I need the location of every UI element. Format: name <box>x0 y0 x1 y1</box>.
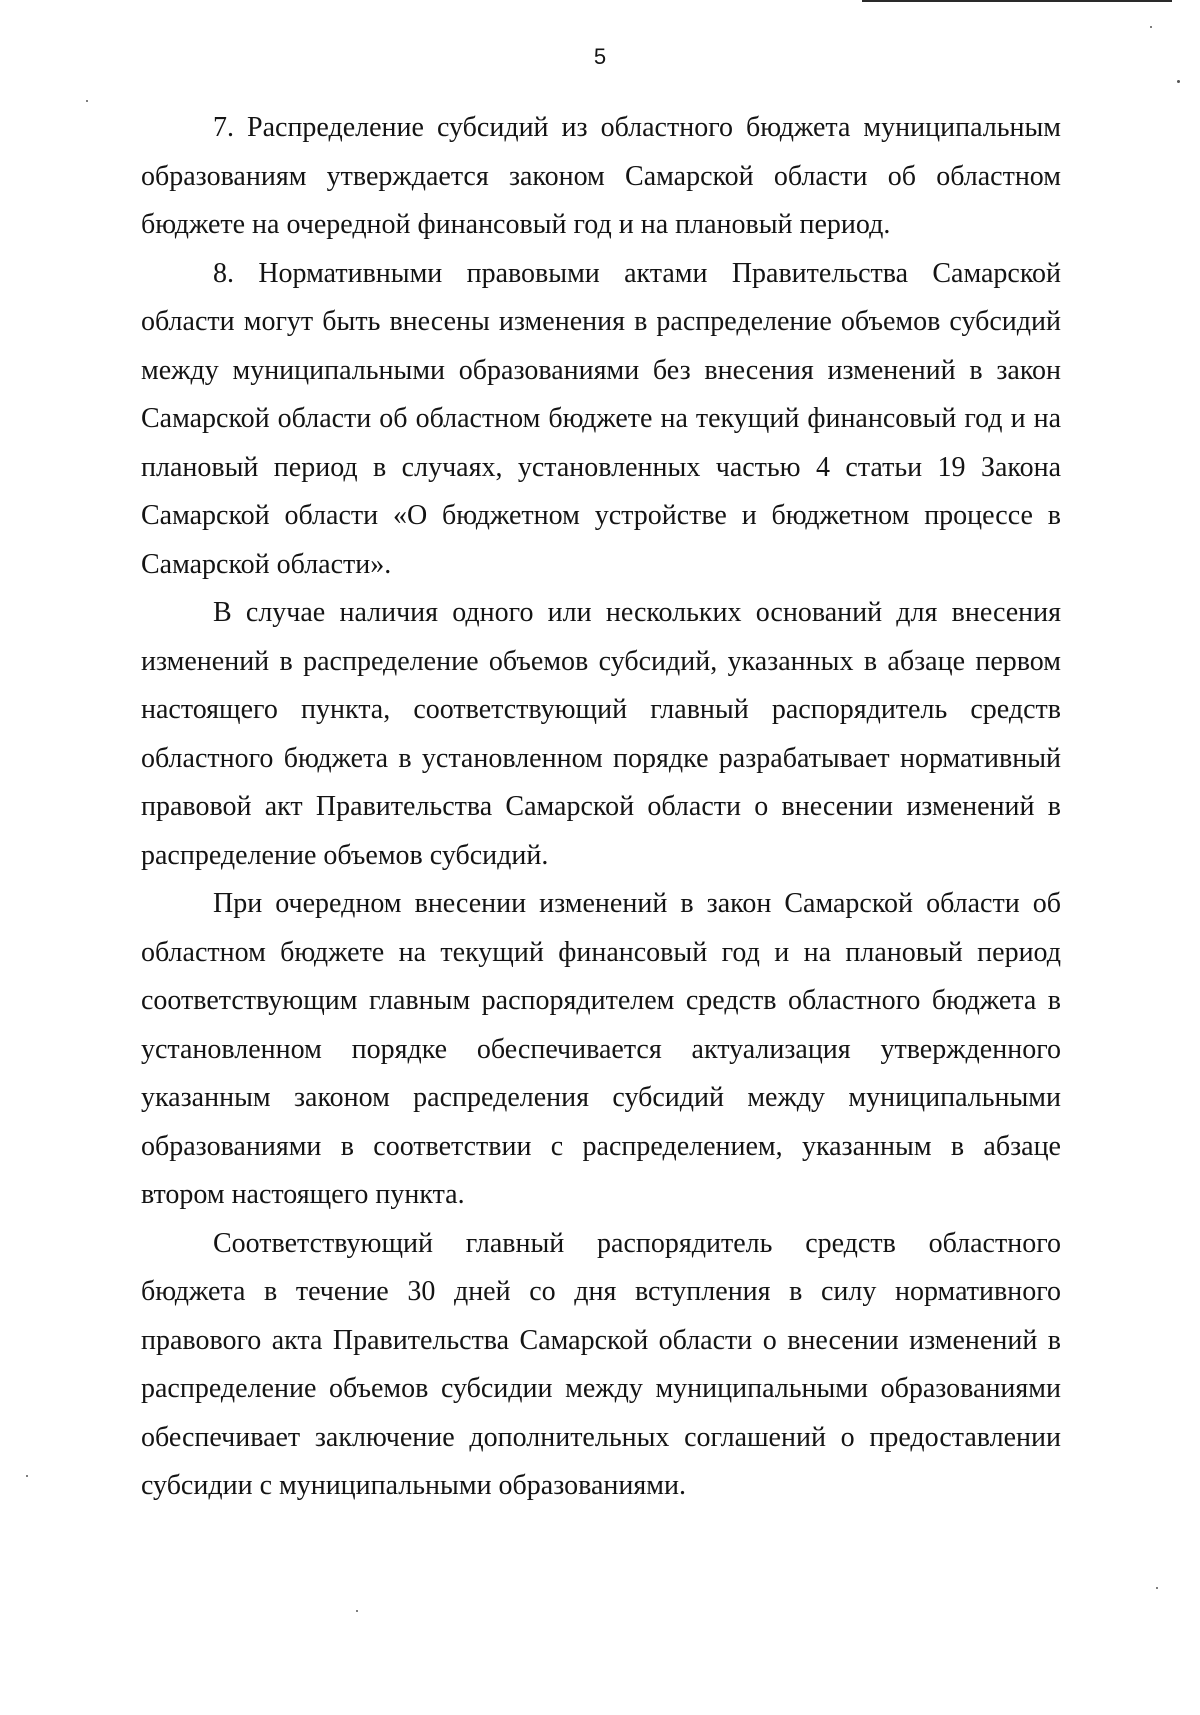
paragraph-7: 7. Распределение субсидий из областного бюджета муниципальным образованиям утверждается законом Самарской области об областном бюджете на очередной финансовый год и на плановый период. <box>141 112 1061 240</box>
scan-speck <box>356 1610 358 1612</box>
paragraph-8-part-3: При очередном внесении изменений в закон Самарской области об областном бюджете на текущий финансовый год и на плановый период соответствующим главным распорядителем средств областного бюджета в установленном порядке обеспечивается актуализация утвержденного указанным законом распределения субсидий между муниципальными образованиями в соответствии с распределением, указанным в абзаце втором настоящего пункта. <box>141 888 1061 1210</box>
scan-speck <box>1150 26 1152 28</box>
scan-speck <box>1156 1587 1158 1589</box>
scan-speck <box>86 100 88 102</box>
scan-speck <box>1177 80 1180 83</box>
paragraph-8-part-4: Соответствующий главный распорядитель средств областного бюджета в течение 30 дней со дня вступления в силу нормативного правового акта Правительства Самарской области о внесении изменений в распределение объемов субсидии между муниципальными образованиями обеспечивает заключение дополнительных соглашений о предоставлении субсидии с муниципальными образованиями. <box>141 1227 1061 1501</box>
document-body <box>141 104 1061 1511</box>
page-number: 5 <box>593 44 607 69</box>
paragraph-8-part-2: В случае наличия одного или нескольких оснований для внесения изменений в распределение объемов субсидий, указанных в абзаце первом настоящего пункта, соответствующий главный распорядитель средств областного бюджета в установленном порядке разрабатывает нормативный правовой акт Правительства Самарской области о внесении изменений в распределение объемов субсидий. <box>141 597 1061 871</box>
paragraph-8: 8. Нормативными правовыми актами Правительства Самарской области могут быть внесены изменения в распределение объемов субсидий между муниципальными образованиями без внесения изменений в закон Самарской области об областном бюджете на текущий финансовый год и на плановый период в случаях, установленных частью 4 статьи 19 Закона Самарской области «О бюджетном устройстве и бюджетном процессе в Самарской области». <box>141 257 1061 580</box>
scan-speck <box>26 1475 28 1477</box>
scan-top-rule <box>862 0 1172 2</box>
